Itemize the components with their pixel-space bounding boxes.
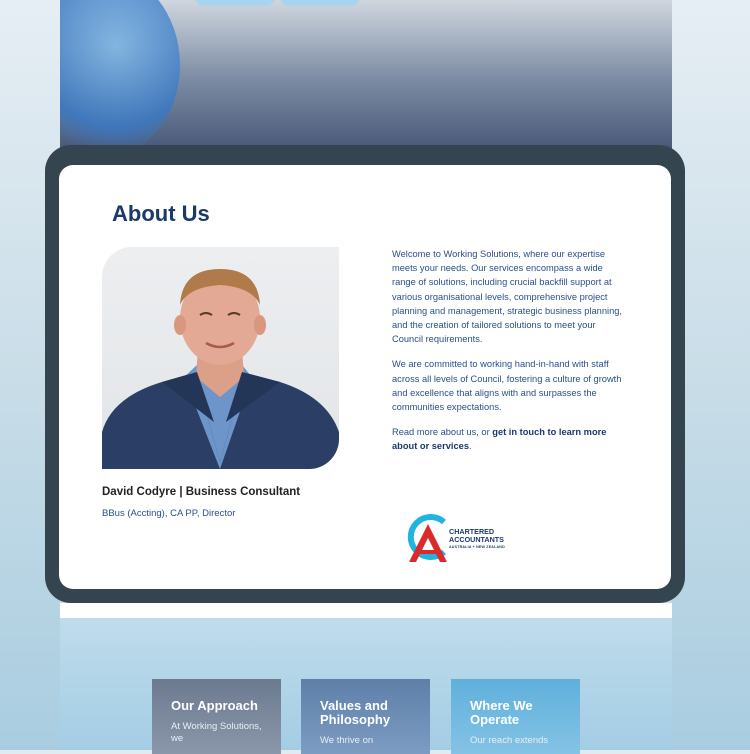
hero-button-1[interactable] bbox=[195, 0, 275, 6]
card-title-values-philosophy: Values and Philosophy bbox=[320, 698, 391, 727]
consultant-qualifications: BBus (Accting), CA PP, Director bbox=[102, 508, 236, 519]
hero-button-2[interactable] bbox=[280, 0, 360, 6]
about-title: About Us bbox=[112, 201, 210, 226]
consultant-photo bbox=[102, 247, 339, 469]
card-text-where-we-operate: Our reach extends bbox=[470, 735, 549, 746]
about-text bbox=[392, 247, 628, 465]
about-paragraph-1: Welcome to Working Solutions, where our expertise meets your needs. Our services encompass a wide range of solutions, including crucial backfill support at various organisational levels, comprehensive project planning and management, strategic business planning, and the creation of tailored solutions to meet your Council requirements. bbox=[392, 249, 622, 345]
ca-line-1: CHARTERED bbox=[449, 527, 495, 536]
ca-line-2: ACCOUNTANTS bbox=[449, 535, 504, 544]
hero-swoosh-graphic bbox=[60, 0, 180, 160]
card-text-our-approach: At Working Solutions, we bbox=[171, 721, 262, 744]
person-photo-icon bbox=[102, 247, 339, 469]
card-title-our-approach: Our Approach bbox=[171, 698, 258, 713]
card-our-approach[interactable] bbox=[152, 679, 281, 754]
read-more-prefix: Read more about us, or bbox=[392, 427, 493, 438]
about-paragraph-2: We are committed to working hand-in-hand with staff across all levels of Council, fostering a culture of growth and excellence that aligns with and surpasses the communities expectations. bbox=[392, 359, 622, 413]
chartered-accountants-wordmark bbox=[449, 528, 505, 549]
card-title-where-we-operate: Where We Operate bbox=[470, 698, 533, 727]
about-card bbox=[59, 165, 671, 589]
get-in-touch-link[interactable]: get in touch to learn more about or services bbox=[392, 427, 607, 452]
ca-line-3: AUSTRALIA + NEW ZEALAND bbox=[449, 545, 505, 549]
section-divider bbox=[60, 603, 672, 618]
read-more-suffix: . bbox=[469, 441, 472, 452]
card-text-values-philosophy: We thrive on bbox=[320, 735, 374, 746]
card-values-philosophy[interactable] bbox=[301, 679, 430, 754]
consultant-name: David Codyre | Business Consultant bbox=[102, 486, 301, 498]
about-paragraph-3 bbox=[392, 425, 628, 453]
card-where-we-operate[interactable] bbox=[451, 679, 580, 754]
chartered-accountants-logo-icon bbox=[404, 512, 454, 566]
